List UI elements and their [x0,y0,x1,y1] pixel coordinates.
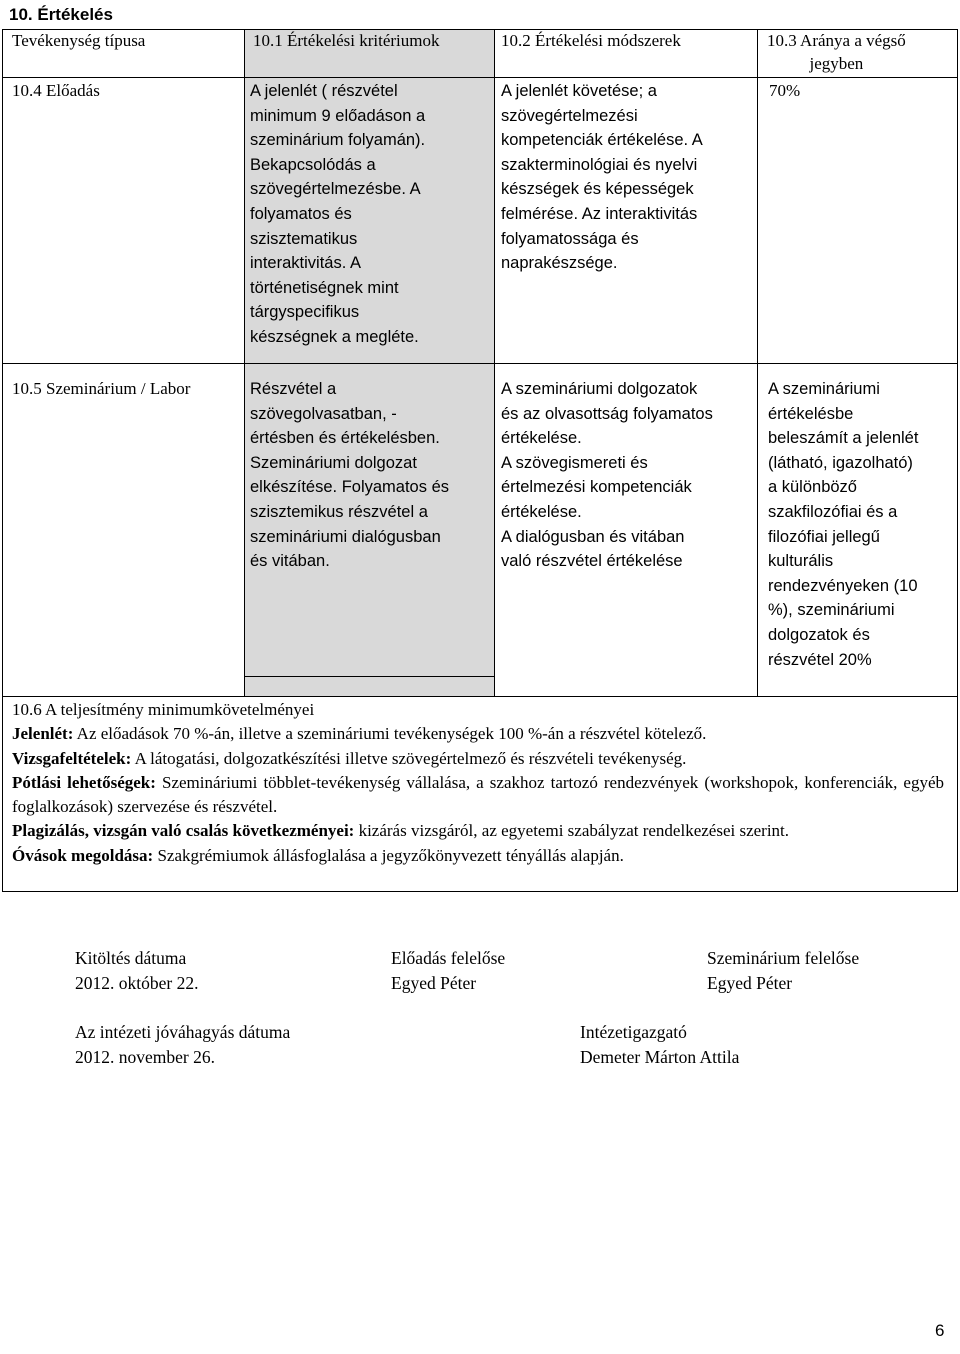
requirement-text: Az előadások 70 %-án, illetve a szemináriumi tevékenységek 100 %-án a részvétel kötelező. [73,724,707,744]
requirement-makeup [12,771,944,820]
requirement-appeals [12,844,944,868]
criteria-shade-divider [245,676,494,677]
row-lecture-methods: A jelenlét követése; a szövegértelmezési kompetenciák értékelése. A szakterminológiai és nyelvi készségek és képességek felmérése. Az interaktivitás folyamatossága és naprakészsége. [501,82,703,273]
requirement-exam-conditions [12,747,944,771]
requirement-text: Szemináriumi többlet-tevékenység vállalása, a szakhoz tartozó rendezvények (workshopok, konferenciák, egyéb foglalkozások) szervezése és részvétel. [12,772,945,817]
seminar-responsible-name: Egyed Péter [707,973,793,993]
header-activity-type: Tevékenység típusa [12,31,146,50]
row-seminar-ratio: A szemináriumi értékelésbe beleszámít a jelenlét (látható, igazolható) a különböző szakfilozófiai és a filozófiai jellegű kulturális rendezvényeken (10 %), szemináriumi dolgozatok és részvétel 20% [768,380,919,669]
requirement-label: Jelenlét: [12,724,74,744]
requirement-attendance [12,722,944,746]
requirement-label: Vizsgafeltételek: [12,748,132,768]
requirement-label: Óvások megoldása: [12,845,154,865]
requirement-text: Szakgrémiumok állásfoglalása a jegyzőkönyvezett tényállás alapján. [153,845,624,865]
director-name: Demeter Márton Attila [580,1047,740,1067]
row-seminar-type: 10.5 Szeminárium / Labor [12,379,191,398]
requirements-section [12,698,944,868]
requirement-label: Pótlási lehetőségek: [12,772,156,792]
requirement-text: A látogatási, dolgozatkészítési illetve szövegértelmező és részvételi tevékenység. [131,748,687,768]
fill-date-label: Kitöltés dátuma [75,948,187,968]
fill-date-value: 2012. október 22. [75,973,199,993]
page-number: 6 [935,1321,945,1340]
requirements-title: 10.6 A teljesítmény minimumkövetelményei [12,700,315,719]
row-divider [2,363,958,364]
row-seminar-criteria: Részvétel a szövegolvasatban, - értésben és értékelésben. Szemináriumi dolgozat elkészítése. Folyamatos és szisztemikus részvétel a szemináriumi dialógusban és vitában. [250,380,449,571]
seminar-responsible-label: Szeminárium felelőse [707,948,860,968]
lecture-responsible-name: Egyed Péter [391,973,477,993]
row-lecture-criteria: A jelenlét ( részvétel minimum 9 előadáson a szeminárium folyamán). Bekapcsolódás a szövegértelmezésbe. A folyamatos és szisztematikus interaktivitás. A történetiségnek mint tárgyspecifikus készségnek a megléte. [250,82,426,346]
requirements-divider [2,696,958,697]
section-title: 10. Értékelés [9,5,113,24]
row-lecture-type: 10.4 Előadás [12,81,100,100]
header-divider [2,77,958,78]
approval-date-label: Az intézeti jóváhagyás dátuma [75,1022,291,1042]
director-label: Intézetigazgató [580,1022,687,1042]
lecture-responsible-label: Előadás felelőse [391,948,506,968]
header-methods: 10.2 Értékelési módszerek [501,31,681,50]
requirement-text: kizárás vizsgáról, az egyetemi szabályzat rendelkezései szerint. [354,821,790,841]
approval-date-value: 2012. november 26. [75,1047,215,1067]
row-lecture-ratio: 70% [769,81,801,100]
requirement-label: Plagizálás, vizsgán való csalás következményei: [12,821,355,841]
header-criteria: 10.1 Értékelési kritériumok [253,31,440,50]
row-seminar-methods: A szemináriumi dolgozatok és az olvasottság folyamatos értékelése. A szövegismereti és értelmezési kompetenciák értékelése. A dialógusban és vitában való részvétel értékelése [501,380,713,571]
requirement-plagiarism [12,819,944,843]
header-ratio: 10.3 Aránya a végső jegyben [767,31,906,73]
